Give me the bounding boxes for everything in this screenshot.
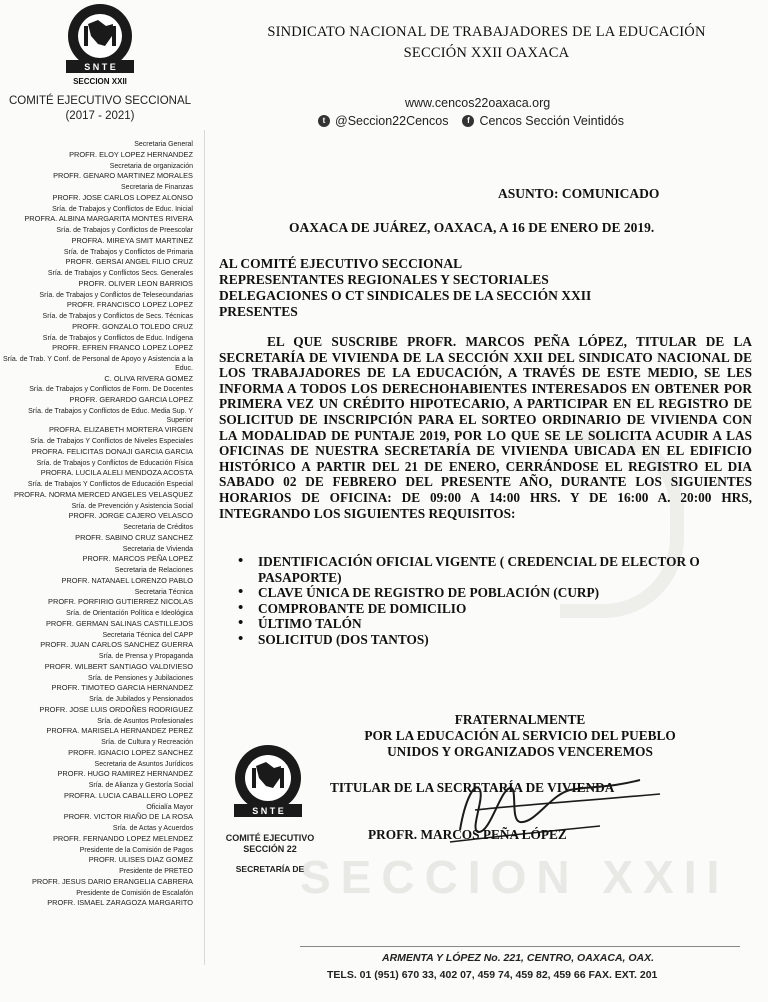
member-name: PROFR. NATANAEL LORENZO PABLO [61,575,193,585]
committee-title: COMITÉ EJECUTIVO SECCIONAL [8,95,192,107]
member-role: Secretaria Técnica [134,588,193,596]
member-name: PROFR. GERARDO GARCIA LOPEZ [69,395,193,405]
member-name: PROFR. MARCOS PEÑA LOPEZ [82,554,193,564]
stamp-line-1: COMITÉ EJECUTIVO [225,833,315,843]
member-role: Sría. de Trabajos y Conflictos de Secs. Técnicas [42,313,193,320]
committee-member [0,313,193,331]
member-role: Sría. de Actas y Acuerdos [112,825,193,833]
addressee-block [219,256,591,320]
social-links [318,114,624,128]
committee-member [0,675,193,693]
member-role: Sría. de Pensiones y Jubilaciones [87,674,193,682]
member-role: Secretaria de Relaciones [114,567,193,575]
committee-member [0,386,193,404]
member-name: PROFR. JOSE LUIS ORDOÑES RODRIGUEZ [39,704,193,714]
member-name: PROFRA. LUCIA CABALLERO LOPEZ [64,790,193,800]
footer-divider [300,946,740,947]
member-name: PROFR. EFREN FRANCO LOPEZ LOPEZ [52,343,193,353]
member-name: PROFR. TIMOTEO GARCIA HERNANDEZ [51,683,193,693]
stamp-line-3: SECRETARÍA DE [235,864,305,874]
twitter-icon: t [318,115,330,127]
member-role: Sría. de Trabajos y Conflictos de Educ. Inicial [52,205,193,213]
member-role: Sría. de Orientación Política e Ideológica [66,610,193,618]
member-role: Oficialía Mayor [146,803,193,811]
member-role: Sría. de Trabajos y Conflictos de Form. De Docentes [29,386,193,394]
union-name: SINDICATO NACIONAL DE TRABAJADORES DE LA EDUCACIÓN [267,24,706,40]
committee-member [0,610,193,628]
member-name: PROFRA. LUCILA ALELI MENDOZA ACOSTA [40,468,193,478]
member-role: Sría. de Prevención y Asistencia Social [71,502,193,510]
member-name: PROFR. OLIVER LEON BARRIOS [78,278,193,288]
member-role: Sría. de Trabajos y Conflictos de Educ. Media Sup. Y Superior [28,407,193,424]
committee-member [0,632,193,650]
committee-member [0,546,193,564]
member-role: Presidente de PRETEO [119,868,193,876]
committee-member [0,206,193,224]
committee-member [0,567,193,585]
requirement-item: • IDENTIFICACIÓN OFICIAL VIGENTE ( CREDENCIAL DE ELECTOR O PASAPORTE) [238,554,758,585]
member-role: Sría. de Trabajos y Conflictos de Preescolar [56,227,193,234]
member-role: Presidente de la Comisión de Pagos [79,846,193,854]
member-name: PROFR. JORGE CAJERO VELASCO [68,511,193,521]
member-name: PROFR. ELOY LOPEZ HERNANDEZ [69,149,193,159]
member-role: Sría. de Jubilados y Pensionados [89,696,193,704]
stamp-band-text: S N T E [252,806,284,816]
member-name: PROFR. JUAN CARLOS SANCHEZ GUERRA [40,640,193,650]
subject-line: ASUNTO: COMUNICADO [498,186,660,201]
committee-member [0,335,193,353]
member-role: Presidente de Comisión de Escalafón [76,889,193,897]
member-role: Sría. de Trabajos y Conflictos de Educ. Indígena [42,334,193,342]
member-role: Sría. de Prensa y Propaganda [98,653,193,661]
requirement-item: • SOLICITUD (DOS TANTOS) [238,632,758,648]
member-name: C. OLIVA RIVERA GOMEZ [104,373,193,383]
member-name: PROFR. ULISES DIAZ GOMEZ [88,855,193,865]
member-name: PROFR. GERMAN SALINAS CASTILLEJOS [45,618,193,628]
member-name: PROFRA. FELICITAS DONAJI GARCIA GARCIA [31,446,193,456]
signer-name: PROFR. MARCOS PEÑA LÓPEZ [368,827,567,842]
committee-member [0,270,193,288]
committee-member [0,804,193,822]
member-name: PROFRA. MARISELA HERNANDEZ PEREZ [46,726,193,736]
addressee-line: PRESENTES [219,304,298,319]
member-list [0,141,193,911]
addressee-line: DELEGACIONES O CT SINDICALES DE LA SECCIÓN XXII [219,288,592,303]
member-name: PROFR. GONZALO TOLEDO CRUZ [72,321,193,331]
committee-member [0,696,193,714]
footer-address: ARMENTA Y LÓPEZ No. 221, CENTRO, OAXACA, OAX. [382,952,655,964]
logo-band-text: S N T E [84,62,116,72]
committee-member [0,589,193,607]
committee-member [0,184,193,202]
watermark-text: SECCION XXII [300,851,730,903]
member-name: PROFR. ISMAEL ZARAGOZA MARGARITO [47,898,193,908]
closing-motto-1: POR LA EDUCACIÓN AL SERVICIO DEL PUEBLO [364,728,676,743]
member-role: Sría. de Trabajos y Conflictos de Telesecundarias [39,291,193,299]
committee-member [0,890,193,908]
member-name: PROFRA. NORMA MERCED ANGELES VELASQUEZ [13,489,193,499]
member-name: PROFRA. MIREYA SMIT MARTINEZ [71,235,193,245]
committee-member [0,825,193,843]
committee-member [0,868,193,886]
committee-sidebar [0,0,205,1002]
requirement-item: • COMPROBANTE DE DOMICILIO [238,601,758,617]
committee-member [0,653,193,671]
member-name: PROFRA. ALBINA MARGARITA MONTES RIVERA [24,214,193,224]
member-name: PROFR. WILBERT SANTIAGO VALDIVIESO [44,661,193,671]
member-role: Sría. de Trabajos Y Conflictos de Educación Especial [27,481,193,489]
member-name: PROFR. IGNACIO LOPEZ SANCHEZ [68,747,193,757]
committee-member [0,481,193,499]
addressee-line: AL COMITÉ EJECUTIVO SECCIONAL [219,256,463,271]
twitter-handle[interactable]: @Seccion22Cencos [335,114,449,128]
committee-member [0,847,193,865]
member-role: Sría. de Alianza y Gestoría Social [88,782,193,790]
member-name: PROFR. PORFIRIO GUTIERREZ NICOLAS [48,597,193,607]
letter-body: EL QUE SUSCRIBE PROFR. MARCOS PEÑA LÓPEZ, TITULAR DE LA SECRETARÍA DE VIVIENDA DE LA SECCIÓN XXII DEL SINDICATO NACIONAL DE LOS TRABAJADORES DE LA EDUCACIÓN, A TRAVÉS DE ESTE MEDIO, SE LES INFORMA A TODOS LOS DERECHOHABIENTES INTERESADOS EN OBTENER POR PRIMERA VEZ UN CRÉDITO HIPOTECARIO, A PARTICIPAR EN EL REGISTRO DE SOLICITUD DE INSCRIPCIÓN PARA EL SORTEO ORDINARIO DE VIVIENDA CON LA MODALIDAD DE PUNTAJE 2019, POR LO QUE SE LE SOLICITA ACUDIR A LAS OFICINAS DE NUESTRA SECRETARÍA DE VIVIENDA UBICADA EN EL EDIFICIO HISTÓRICO A PARTIR DEL 21 DE ENERO, CERRÁNDOSE EL REGISTRO EL DIA SABADO 02 DE FEBRERO DEL PRESENTE AÑO, DURANTE LOS SIGUIENTES HORARIOS DE OFICINA: DE 09:00 A 14:00 HRS. Y DE 16:00 A. 20:00 HRS, INTEGRANDO LOS SIGUIENTES REQUISITOS: [219,334,752,521]
member-role: Secretaria de Vivienda [122,545,193,553]
member-name: PROFR. JESUS DARIO ERANGELIA CABRERA [32,876,193,886]
member-name: PROFR. GERSAI ANGEL FILIO CRUZ [65,257,193,267]
member-role: Secretaria General [134,141,193,148]
closing-motto-2: UNIDOS Y ORGANIZADOS VENCEREMOS [387,744,653,759]
committee-member [0,141,193,159]
facebook-icon: f [462,115,474,127]
committee-period: (2017 - 2021) [65,110,135,122]
member-role: Secretaria de Créditos [123,524,193,532]
section-name: SECCIÓN XXII OAXACA [403,45,570,61]
member-role: Sría. de Cultura y Recreación [101,739,193,747]
member-name: PROFR. SABINO CRUZ SANCHEZ [75,532,193,542]
committee-member [0,503,193,521]
member-role: Sría. de Trabajos Y Conflictos de Niveles Especiales [30,438,193,446]
member-name: PROFRA. ELIZABETH MORTERA VIRGEN [48,425,193,435]
member-name: PROFR. HUGO RAMIREZ HERNANDEZ [57,769,193,779]
member-role: Sría. de Trab. Y Conf. de Personal de Apoyo y Asistencia a la Educ. [2,356,193,372]
committee-member [0,761,193,779]
closing-salutation: FRATERNALMENTE [454,712,586,727]
committee-member [0,718,193,736]
member-role: Sría. de Asuntos Profesionales [97,717,193,725]
requirements-list [238,554,758,648]
signer-title: TITULAR DE LA SECRETARÍA DE VIVIENDA [330,780,615,795]
member-role: Sría. de Trabajos y Conflictos Secs. Generales [47,270,193,277]
member-role: Secretaria de Finanzas [121,184,193,191]
member-role: Sría. de Trabajos y Conflictos de Primaria [63,248,193,256]
facebook-page[interactable]: Cencos Sección Veintidós [479,114,624,128]
snte-stamp-logo [228,742,308,830]
committee-member [0,163,193,181]
member-name: PROFR. FERNANDO LOPEZ MELENDEZ [52,833,193,843]
member-role: Sría. de Trabajos y Conflictos de Educación Física [36,459,193,467]
requirement-item: • CLAVE ÚNICA DE REGISTRO DE POBLACIÓN (CURP) [238,585,758,601]
committee-member [0,227,193,245]
member-role: Secretaria Técnica del CAPP [102,631,193,639]
committee-member [0,782,193,800]
committee-member [0,438,193,456]
member-name: PROFR. FRANCISCO LOPEZ LOPEZ [66,300,193,310]
committee-member [0,524,193,542]
member-role: Secretaria de Asuntos Jurídicos [94,760,193,768]
committee-member [0,249,193,267]
requirement-item: • ÚLTIMO TALÓN [238,616,758,632]
committee-member [0,739,193,757]
committee-member [0,460,193,478]
committee-member [0,356,193,383]
member-name: PROFR. VICTOR RIAÑO DE LA ROSA [63,812,193,822]
committee-member [0,292,193,310]
addressee-line: REPRESENTANTES REGIONALES Y SECTORIALES [219,272,549,287]
member-name: PROFR. JOSE CARLOS LOPEZ ALONSO [52,192,193,202]
stamp-line-2: SECCIÓN 22 [243,844,297,854]
snte-logo [58,2,142,88]
dateline: OAXACA DE JUÁREZ, OAXACA, A 16 DE ENERO DE 2019. [289,220,655,235]
logo-section: SECCION XXII [73,77,127,86]
committee-member [0,408,193,435]
member-role: Secretaria de organización [109,162,193,170]
member-name: PROFR. GENARO MARTINEZ MORALES [53,171,193,181]
website-link[interactable]: www.cencos22oaxaca.org [405,96,551,110]
footer-phones: TELS. 01 (951) 670 33, 402 07, 459 74, 459 82, 459 66 FAX. EXT. 201 [327,969,658,981]
